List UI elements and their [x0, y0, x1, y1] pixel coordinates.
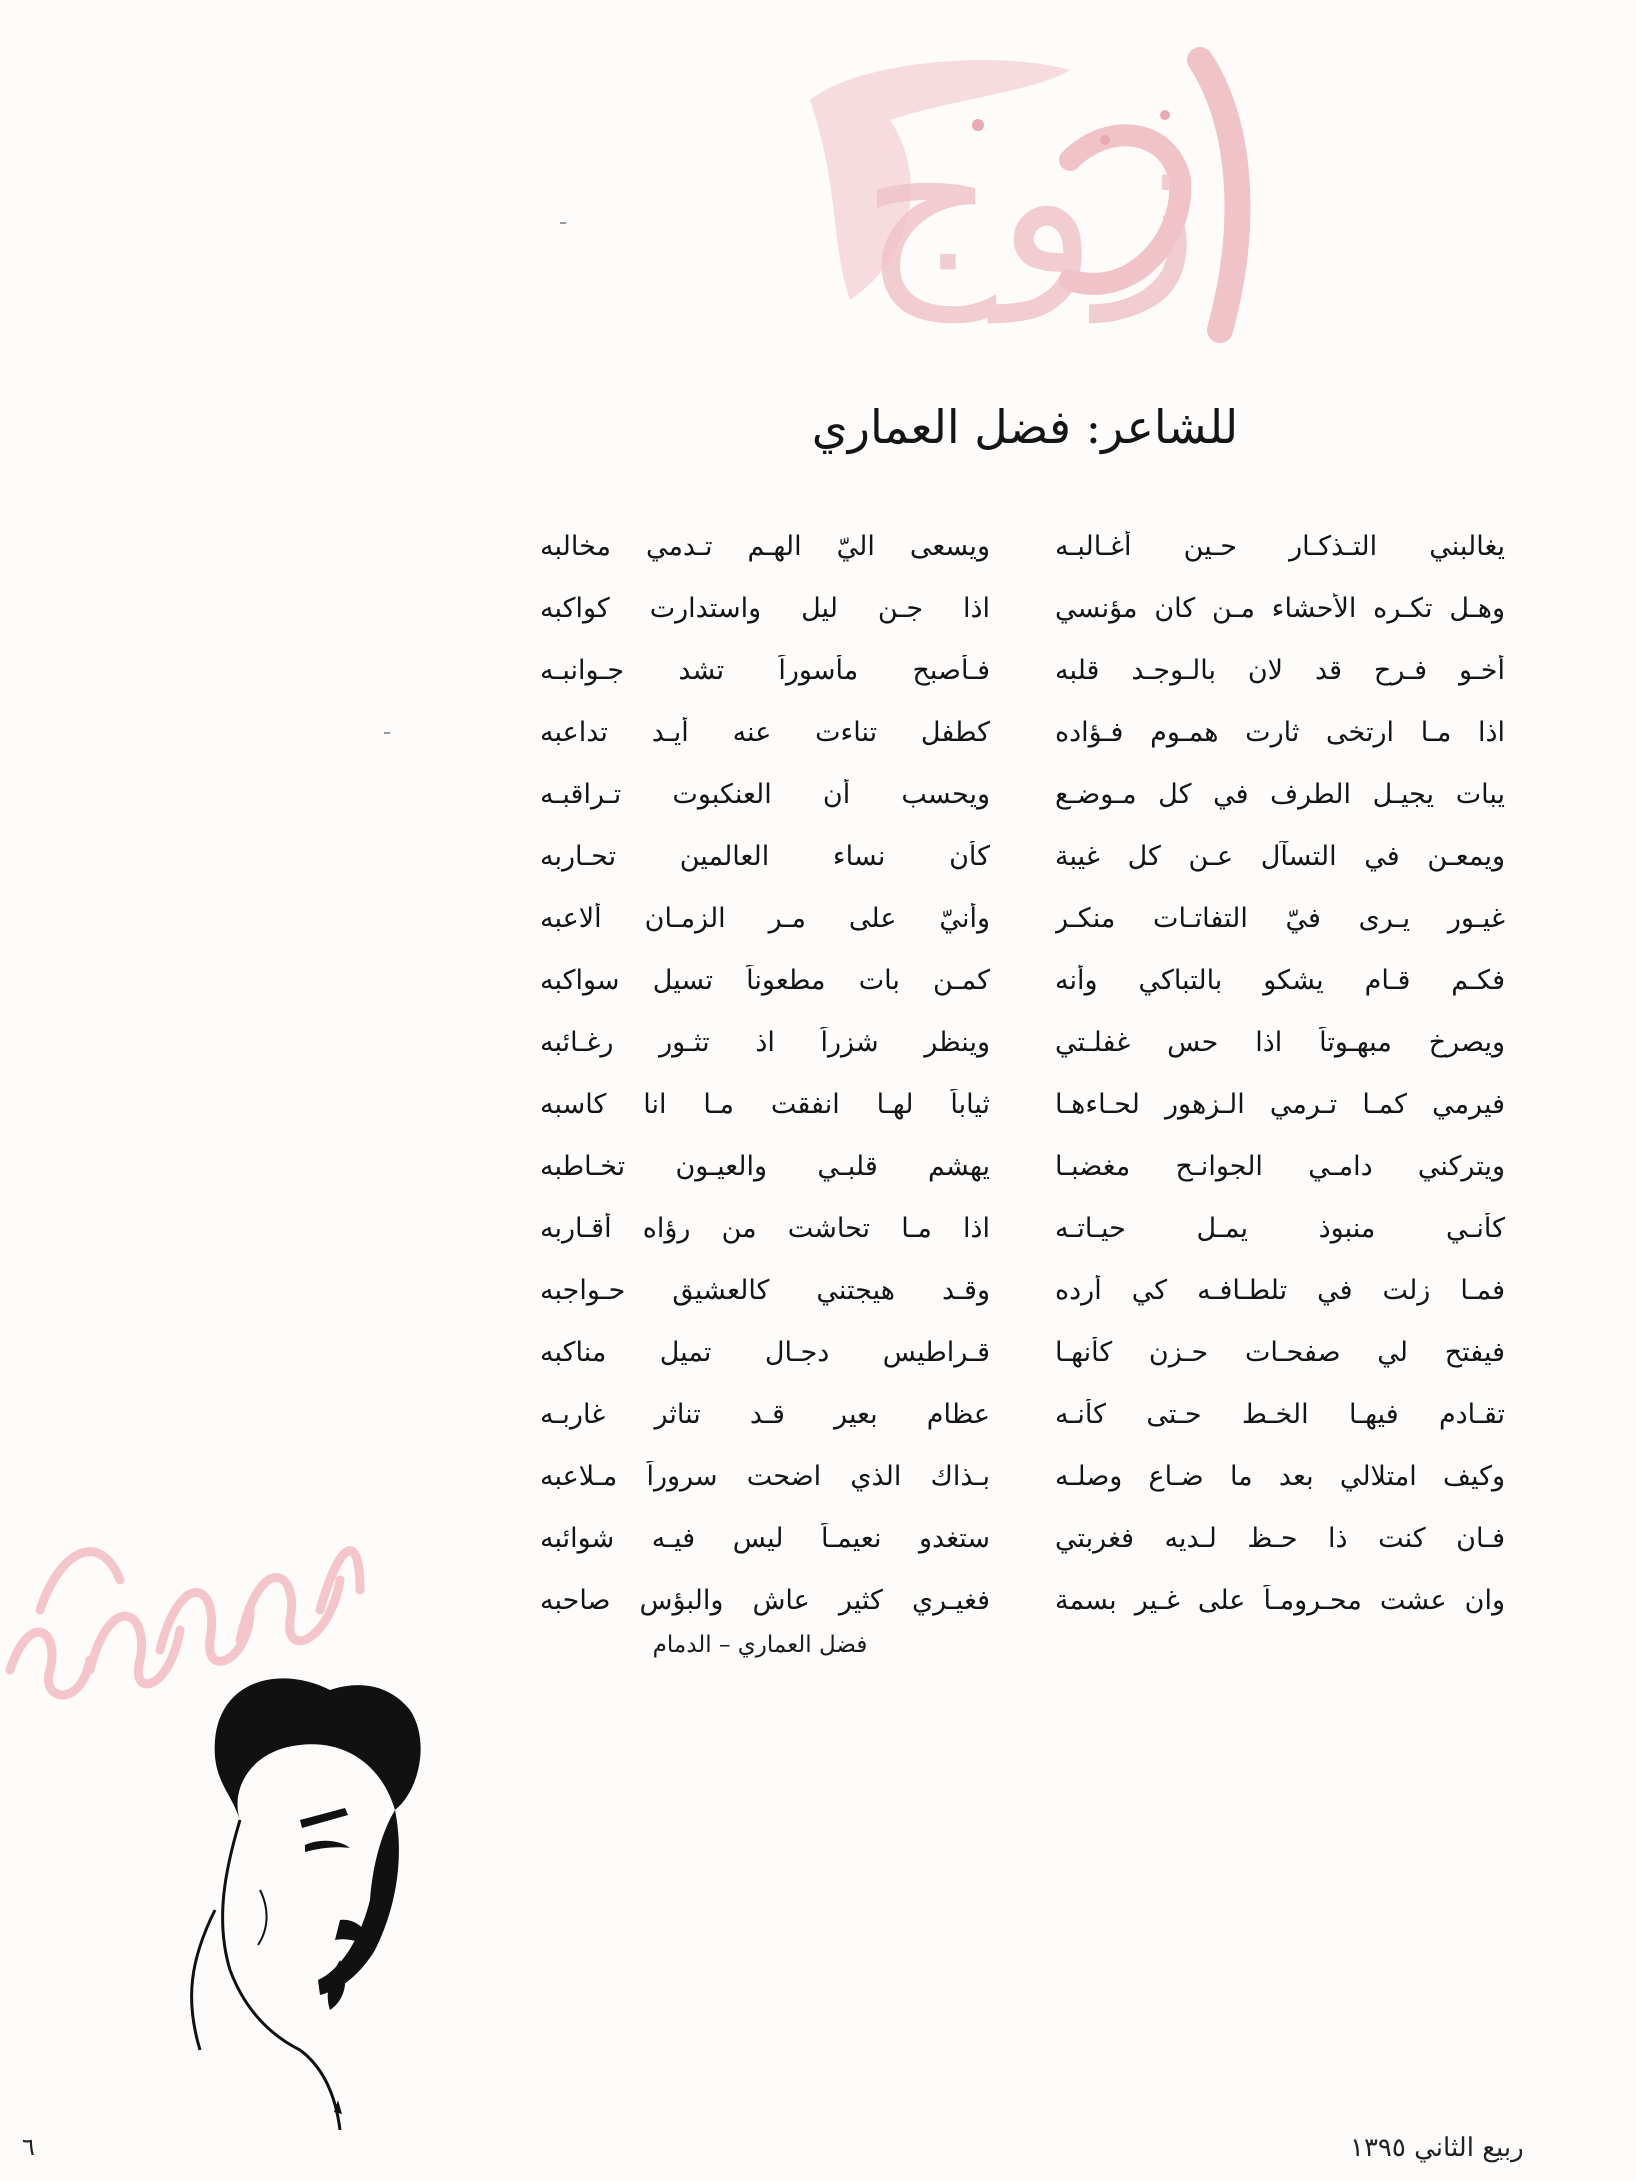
verse-second-half: اذا جـن ليل واستدارت كواكبه	[540, 592, 990, 624]
verse-first-half: فـان كنت ذا حـظ لـديه فغربتي	[1055, 1522, 1505, 1554]
verse-row	[540, 577, 1505, 639]
verse-row	[540, 949, 1505, 1011]
verse-first-half: يبات يجيـل الطرف في كل مـوضـع	[1055, 778, 1505, 810]
verse-second-half: ستغدو نعيمـاً ليس فيـه شوائبه	[540, 1522, 990, 1554]
verse-row	[540, 1135, 1505, 1197]
verse-row	[540, 701, 1505, 763]
verse-first-half: فيرمي كمـا تـرمي الـزهور لحـاءهـا	[1055, 1088, 1505, 1120]
verse-second-half: اذا مـا تحاشت من رؤاه أقـاربه	[540, 1212, 990, 1244]
verse-row	[540, 515, 1505, 577]
verse-first-half: أخـو فـرح قد لان بالـوجـد قلبه	[1055, 654, 1505, 686]
verse-row	[540, 1569, 1505, 1631]
pink-smoke-swirls	[10, 1551, 360, 1695]
verse-row	[540, 825, 1505, 887]
verse-row	[540, 639, 1505, 701]
page-number: ٦	[22, 2133, 35, 2161]
verse-first-half: فيفتح لي صفحـات حـزن كأنهـا	[1055, 1336, 1505, 1368]
print-speck	[560, 222, 566, 224]
verse-row	[540, 1197, 1505, 1259]
verse-first-half: وان عشت محـرومـاً على غـير بسمة	[1055, 1584, 1505, 1616]
verse-row	[540, 763, 1505, 825]
verse-second-half: ثياباً لهـا انفقت مـا انا كاسبه	[540, 1088, 990, 1120]
verse-row	[540, 1507, 1505, 1569]
verse-row	[540, 1259, 1505, 1321]
verse-first-half: تقـادم فيهـا الخـط حـتى كأنـه	[1055, 1398, 1505, 1430]
poem-title: زوج	[860, 77, 1200, 322]
verse-second-half: يهشم قلبـي والعيـون تخـاطبه	[540, 1150, 990, 1182]
poem-signature: فضل العماري – الدمام	[652, 1632, 868, 1658]
verse-first-half: ويصرخ مبهـوتاً اذا حس غفلـتي	[1055, 1026, 1505, 1058]
poem-body	[540, 515, 1505, 1631]
verse-first-half: ويتركني دامـي الجوانـح مغضبـا	[1055, 1150, 1505, 1182]
verse-second-half: قـراطيس دجـال تميل مناكبه	[540, 1336, 990, 1368]
verse-row	[540, 887, 1505, 949]
verse-row	[540, 1383, 1505, 1445]
verse-row	[540, 1011, 1505, 1073]
verse-first-half: اذا مـا ارتخى ثارت همـوم فـؤاده	[1055, 716, 1505, 748]
verse-second-half: ويسعى اليّ الهـم تـدمي مخالبه	[540, 530, 990, 562]
verse-second-half: بـذاك الذي اضحت سروراً مـلاعبه	[540, 1460, 990, 1492]
verse-first-half: وهـل تكـره الأحشاء مـن كان مؤنسي	[1055, 592, 1505, 624]
man-portrait-illustration	[0, 1490, 520, 2130]
verse-second-half: عظام بعير قـد تناثر غاربـه	[540, 1398, 990, 1430]
verse-second-half: وقـد هيجتني كالعشيق حـواجبه	[540, 1274, 990, 1306]
verse-row	[540, 1445, 1505, 1507]
verse-first-half: ويمعـن في التسآل عـن كل غيبة	[1055, 840, 1505, 872]
issue-date: ربيع الثاني ١٣٩٥	[1350, 2133, 1524, 2163]
verse-second-half: كمـن بات مطعوناً تسيل سواكبه	[540, 964, 990, 996]
verse-first-half: وكيف امتلالي بعد ما ضـاع وصلـه	[1055, 1460, 1505, 1492]
verse-second-half: كأن نساء العالمين تحـاربه	[540, 840, 990, 872]
poet-byline: للشاعر: فضل العماري	[811, 400, 1239, 454]
verse-row	[540, 1073, 1505, 1135]
verse-second-half: كطفل تناءت عنه أيـد تداعبه	[540, 716, 990, 748]
verse-first-half: يغالبني التـذكـار حـين أغـالبـه	[1055, 530, 1505, 562]
verse-row	[540, 1321, 1505, 1383]
verse-second-half: وأنيّ على مـر الزمـان ألاعبه	[540, 902, 990, 934]
verse-second-half: فـأصبح مأسوراً تشد جـوانبـه	[540, 654, 990, 686]
print-speck	[384, 732, 390, 734]
verse-first-half: فمـا زلت في تلطـافـه كي أرده	[1055, 1274, 1505, 1306]
verse-first-half: فكـم قـام يشكو بالتباكي وأنه	[1055, 964, 1505, 996]
verse-second-half: ويحسب أن العنكبوت تـراقبـه	[540, 778, 990, 810]
verse-second-half: فغيـري كثير عاش والبؤس صاحبه	[540, 1584, 990, 1616]
verse-second-half: وينظر شزراً اذ تثـور رغـائبه	[540, 1026, 990, 1058]
verse-first-half: غيـور يـرى فيّ التفاتـات منكـر	[1055, 902, 1505, 934]
portrait-ink-drawing	[192, 1678, 421, 2130]
verse-first-half: كأنـي منبوذ يمـل حيـاتـه	[1055, 1212, 1505, 1244]
